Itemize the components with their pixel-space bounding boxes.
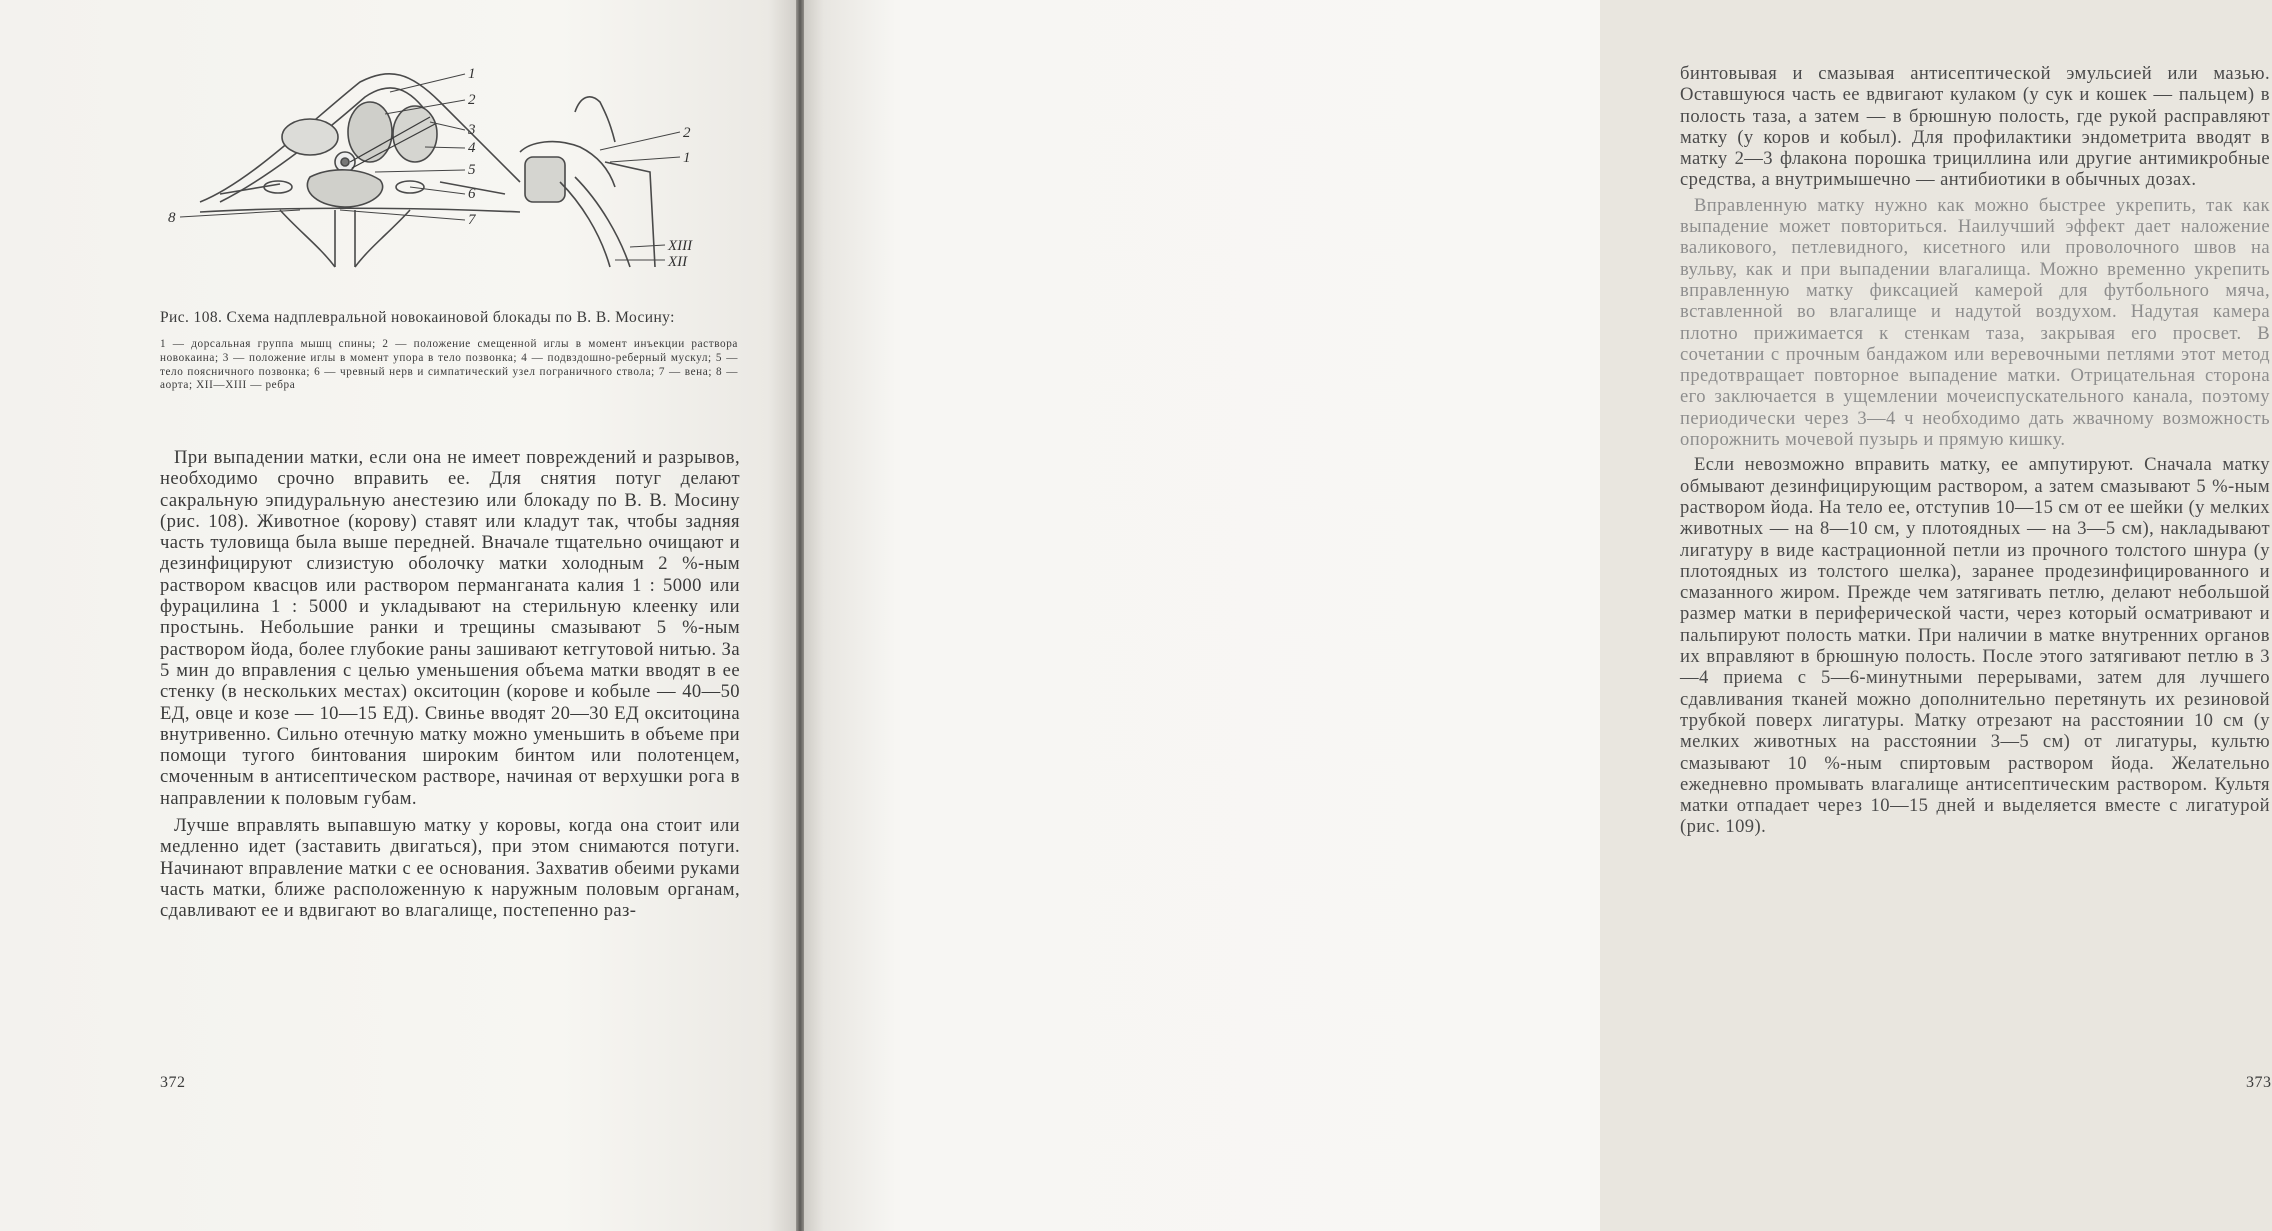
label-1: 1 [468,66,476,82]
label-8: 8 [168,210,176,226]
label-7: 7 [468,212,476,228]
left-body-text [160,447,740,922]
label-4: 4 [468,140,476,156]
left-page [0,0,800,1231]
block-diagram [160,62,720,282]
label-r-2: 2 [683,125,691,141]
right-page [800,0,2272,1231]
lateral-view [520,97,655,267]
label-r-1: 1 [683,150,691,166]
label-6: 6 [468,186,476,202]
label-3: 3 [468,122,476,138]
page-number-left: 372 [160,1074,186,1091]
figure-caption [160,308,738,393]
paragraph: Вправленную матку нужно как можно быстрее укрепить, так как выпадение может повториться. Наилучший эффект дает наложение валикового, петлевидного, кисетного или проволочного швов на вульву, как и при выпадении влагалища. Можно временно укрепить вправленную матку фиксацией камерой для футбольного мяча, вставленной во влагалище и надутой воздухом. Надутая камера плотно прижимается к стенкам таза, закрывая его просвет. В сочетании с прочным бандажом или веревочными петлями этот метод предотвращает повторное выпадение матки. Отрицательная сторона его заключается в ущемлении мочеиспускательного канала, поэтому периодически через 3—4 ч необходимо дать жвачному возможность опорожнить мочевой пузырь и прямую кишку. [1680,194,2270,451]
label-r-xii: XII [668,254,688,270]
caption-legend: 1 — дорсальная группа мышц спины; 2 — положение смещенной иглы в момент инъекции раствора новокаина; 3 — положение иглы в момент упора в тело позвонка; 4 — подвздошно-реберный мускул; 5 — тело поясничного позвонка; 6 — чревный нерв и симпатический узел пограничного ствола; 7 — вена; 8 — аорта; XII—XIII — ребра [160,338,738,392]
paragraph: Лучше вправлять выпавшую матку у коровы, когда она стоит или медленно идет (заставить двигаться), при этом снимаются потуги. Начинают вправление матки с ее основания. Захватив обеими руками часть матки, ближе расположенную к наружным половым органам, сдавливают ее и вдвигают во влагалище, постепенно раз- [160,815,740,922]
label-2: 2 [468,92,476,108]
figure-labels-right [667,125,693,270]
book-gutter [796,0,804,1231]
label-r-xiii: XIII [668,238,693,254]
right-body-text [1680,63,2270,838]
page-number-right: 373 [2246,1074,2272,1091]
label-5: 5 [468,162,476,178]
paragraph: Если невозможно вправить матку, ее ампутируют. Сначала матку обмывают дезинфицирующим раствором, а затем смазывают 5 %-ным раствором йода. На тело ее, отступив 10—15 см от ее шейки (у мелких животных — на 8—10 см, у плотоядных — на 3—5 см), накладывают лигатуру в виде кастрационной петли из прочного толстого шнура (у плотоядных из толстого шелка), заранее продезинфицированного и смазанного жиром. Прежде чем затягивать петлю, делают небольшой размер матки в периферической части, через который осматривают и пальпируют полость матки. При наличии в матке внутренних органов их вправляют в брюшную полость. После этого затягивают петлю в 3—4 приема с 5—6-минутными перерывами, затем для лучшего сдавливания тканей можно дополнительно перетянуть их резиновой трубкой поверх лигатуры. Матку отрезают на расстоянии 10 см (у мелких животных на расстоянии 3—5 см) от лигатуры, культю смазывают 10 %-ным спиртовым раствором йода. Желательно ежедневно промывать влагалище антисептическим раствором. Культя матки отпадает через 10—15 дней и выделяется вместе с лигатурой (рис. 109). [1680,454,2270,838]
figure-108 [160,62,720,282]
caption-title: Рис. 108. Схема надплевральной новокаиновой блокады по В. В. Мосину: [160,309,675,326]
paragraph: бинтовывая и смазывая антисептической эмульсией или мазью. Оставшуюся часть ее вдвигают кулаком (у сук и кошек — пальцем) в полость таза, а затем — в брюшную полость, где рукой расправляют матку (у коров и кобыл). Для профилактики эндометрита вводят в матку 2—3 флакона порошка трициллина или другие антимикробные средства, а внутримышечно — антибиотики в обычных дозах. [1680,63,2270,191]
paragraph: При выпадении матки, если она не имеет повреждений и разрывов, необходимо срочно вправить ее. Для снятия потуг делают сакральную эпидуральную анестезию или блокаду по В. В. Мосину (рис. 108). Животное (корову) ставят или кладут так, чтобы задняя часть туловища была выше передней. Вначале тщательно очищают и дезинфицируют слизистую оболочку матки холодным 2 %-ным раствором квасцов или раствором перманганата калия 1 : 5000 или фурацилина 1 : 5000 и укладывают на стерильную клеенку или простынь. Небольшие ранки и трещины смазывают 5 %-ным раствором йода, более глубокие раны зашивают кетгутовой нитью. За 5 мин до вправления с целью уменьшения объема матки вводят в ее стенку (в нескольких местах) окситоцин (корове и кобыле — 40—50 ЕД, овце и козе — 10—15 ЕД). Свинье вводят 20—30 ЕД окситоцина внутривенно. Сильно отечную матку можно уменьшить в объеме при помощи тугого бинтования широким бинтом или полотенцем, смоченным в антисептическом растворе, начиная от верхушки рога в направлении к половым губам. [160,447,740,809]
